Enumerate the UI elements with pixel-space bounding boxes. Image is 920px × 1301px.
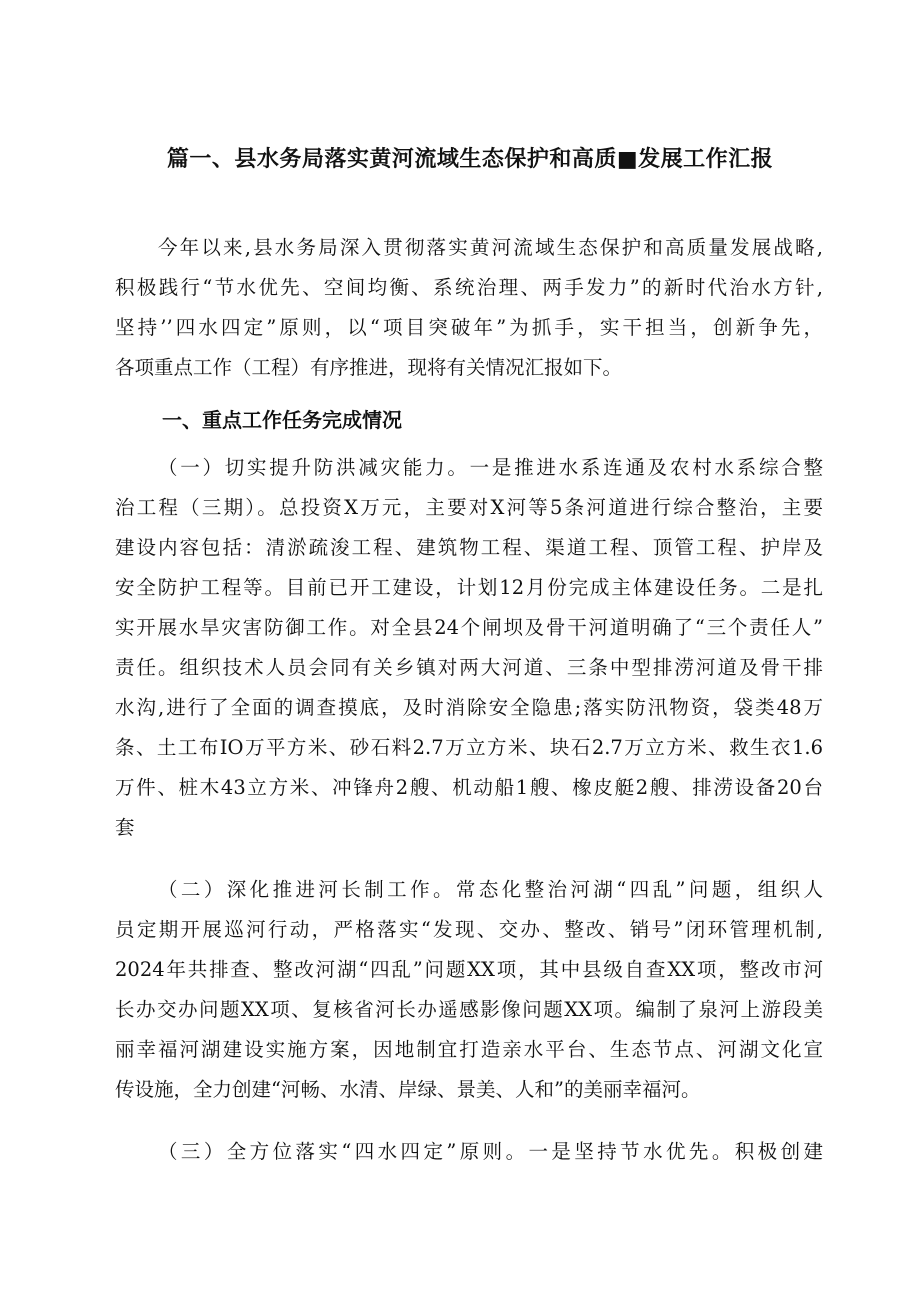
para1-line: 实开展水旱灾害防御工作。对全县24个闸坝及骨干河道明确了“三个责任人” bbox=[115, 616, 823, 639]
para1-line: 治工程（三期）。总投资X万元，主要对X河等5条河道进行综合整治，主要 bbox=[115, 496, 823, 519]
para1-line: 水沟,进行了全面的调查摸底，及时消除安全隐患;落实防汛物资，袋类48万 bbox=[115, 696, 823, 719]
para1-line: （一）切实提升防洪减灾能力。一是推进水系连通及农村水系综合整 bbox=[158, 456, 823, 479]
para2-line: （二）深化推进河长制工作。常态化整治河湖“四乱”问题，组织人 bbox=[158, 878, 823, 901]
para3-line: （三）全方位落实“四水四定”原则。一是坚持节水优先。积极创建 bbox=[158, 1140, 823, 1163]
para1-line: 建设内容包括：清淤疏浚工程、建筑物工程、渠道工程、顶管工程、护岸及 bbox=[115, 536, 823, 559]
para1-line: 责任。组织技术人员会同有关乡镇对两大河道、三条中型排涝河道及骨干排 bbox=[115, 656, 823, 679]
intro-line: 积极践行“节水优先、空间均衡、系统治理、两手发力”的新时代治水方针, bbox=[115, 276, 823, 299]
para2-line: 员定期开展巡河行动，严格落实“发现、交办、整改、销号”闭环管理机制, bbox=[115, 918, 823, 941]
section-heading: 一、重点工作任务完成情况 bbox=[162, 408, 402, 432]
para2-line: 2024年共排查、整改河湖“四乱”问题XX项，其中县级自查XX项，整改市河 bbox=[115, 958, 823, 981]
para1-line: 套 bbox=[115, 816, 135, 839]
para2-line: 传设施，全力创建“河畅、水清、岸绿、景美、人和”的美丽幸福河。 bbox=[115, 1078, 701, 1101]
intro-line: 今年以来,县水务局深入贯彻落实黄河流域生态保护和高质量发展战略, bbox=[158, 236, 823, 259]
para1-line: 条、土工布IO万平方米、砂石料2.7万立方米、块石2.7万立方米、救生衣1.6 bbox=[115, 736, 823, 759]
para1-line: 安全防护工程等。目前已开工建设，计划12月份完成主体建设任务。二是扎 bbox=[115, 576, 823, 599]
para2-line: 丽幸福河湖建设实施方案，因地制宜打造亲水平台、生态节点、河湖文化宣 bbox=[115, 1038, 823, 1061]
document-title: 篇一、县水务局落实黄河流域生态保护和高质■发展工作汇报 bbox=[166, 147, 774, 172]
para2-line: 长办交办问题XX项、复核省河长办遥感影像问题XX项。编制了泉河上游段美 bbox=[115, 998, 823, 1021]
para1-line: 万件、桩木43立方米、冲锋舟2艘、机动船1艘、橡皮艇2艘、排涝设备20台 bbox=[115, 776, 823, 799]
intro-line: 坚持’’四水四定”原则，以“项目突破年”为抓手，实干担当，创新争先， bbox=[115, 316, 823, 339]
intro-line: 各项重点工作（工程）有序推进，现将有关情况汇报如下。 bbox=[115, 356, 623, 379]
